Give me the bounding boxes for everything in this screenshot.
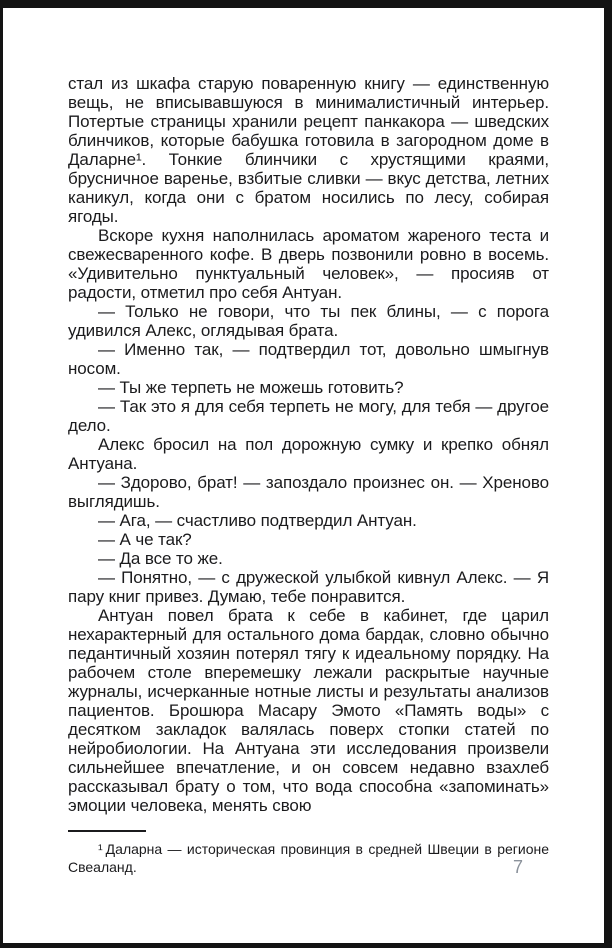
book-page [3, 8, 604, 943]
dialogue-line: — Только не говори, что ты пек блины, — с порога удивился Алекс, оглядывая брата. [68, 302, 549, 340]
dialogue-line: — Здорово, брат! — запоздало произнес он. — Хреново выглядишь. [68, 473, 549, 511]
dialogue-line: — Понятно, — с дружеской улыбкой кивнул Алекс. — Я пару книг привез. Думаю, тебе понравится. [68, 568, 549, 606]
dialogue-line: — Ага, — счастливо подтвердил Антуан. [98, 511, 417, 530]
dialogue-line: — Так это я для себя терпеть не могу, для тебя — другое дело. [68, 397, 549, 435]
dialogue-line: — Да все то же. [98, 549, 223, 568]
body-paragraph: Вскоре кухня наполнилась ароматом жареного теста и свежесваренного кофе. В дверь позвонили ровно в восемь. «Удивительно пунктуальный человек», — просияв от радости, отметил про себя Антуан. [68, 226, 549, 302]
dialogue-line: — А че так? [98, 530, 192, 549]
footnote-body: Даларна — историческая провинция в средней Швеции в регионе Свеаланд. [68, 841, 549, 875]
body-paragraph-continuation: стал из шкафа старую поваренную книгу — единственную вещь, не вписывавшуюся в минималистичный интерьер. Потертые страницы хранили рецепт панкакора — шведских блинчиков, которые бабушка готовила в загородном доме в Даларне¹. Тонкие блинчики с хрустящими краями, брусничное варенье, взбитые сливки — вкус детства, летних каникул, когда они с братом носились по лесу, собирая ягоды. [68, 74, 549, 226]
dialogue-line: — Именно так, — подтвердил тот, довольно шмыгнув носом. [68, 340, 549, 378]
dialogue-line: — Ты же терпеть не можешь готовить? [98, 378, 404, 397]
body-paragraph: Антуан повел брата к себе в кабинет, где царил нехарактерный для остального дома бардак, словно обычно педантичный хозяин потерял тягу к идеальному порядку. На рабочем столе вперемешку лежали раскрытые научные журналы, исчерканные нотные листы и результаты анализов пациентов. Брошюра Масару Эмото «Память воды» с десятком закладок валялась поверх стопки статей по нейробиологии. На Антуана эти исследования произвели сильнейшее впечатление, и он совсем недавно взахлеб рассказывал брату о том, что вода способна «запоминать» эмоции человека, менять свою [68, 606, 549, 815]
footnote-text [68, 840, 549, 876]
footnote-section [68, 830, 549, 876]
page-number: 7 [512, 857, 523, 877]
page-text-column [68, 74, 549, 876]
footnote-separator-rule [68, 830, 146, 832]
body-paragraph: Алекс бросил на пол дорожную сумку и крепко обнял Антуана. [68, 435, 549, 473]
footnote-marker: ¹ [98, 841, 103, 857]
